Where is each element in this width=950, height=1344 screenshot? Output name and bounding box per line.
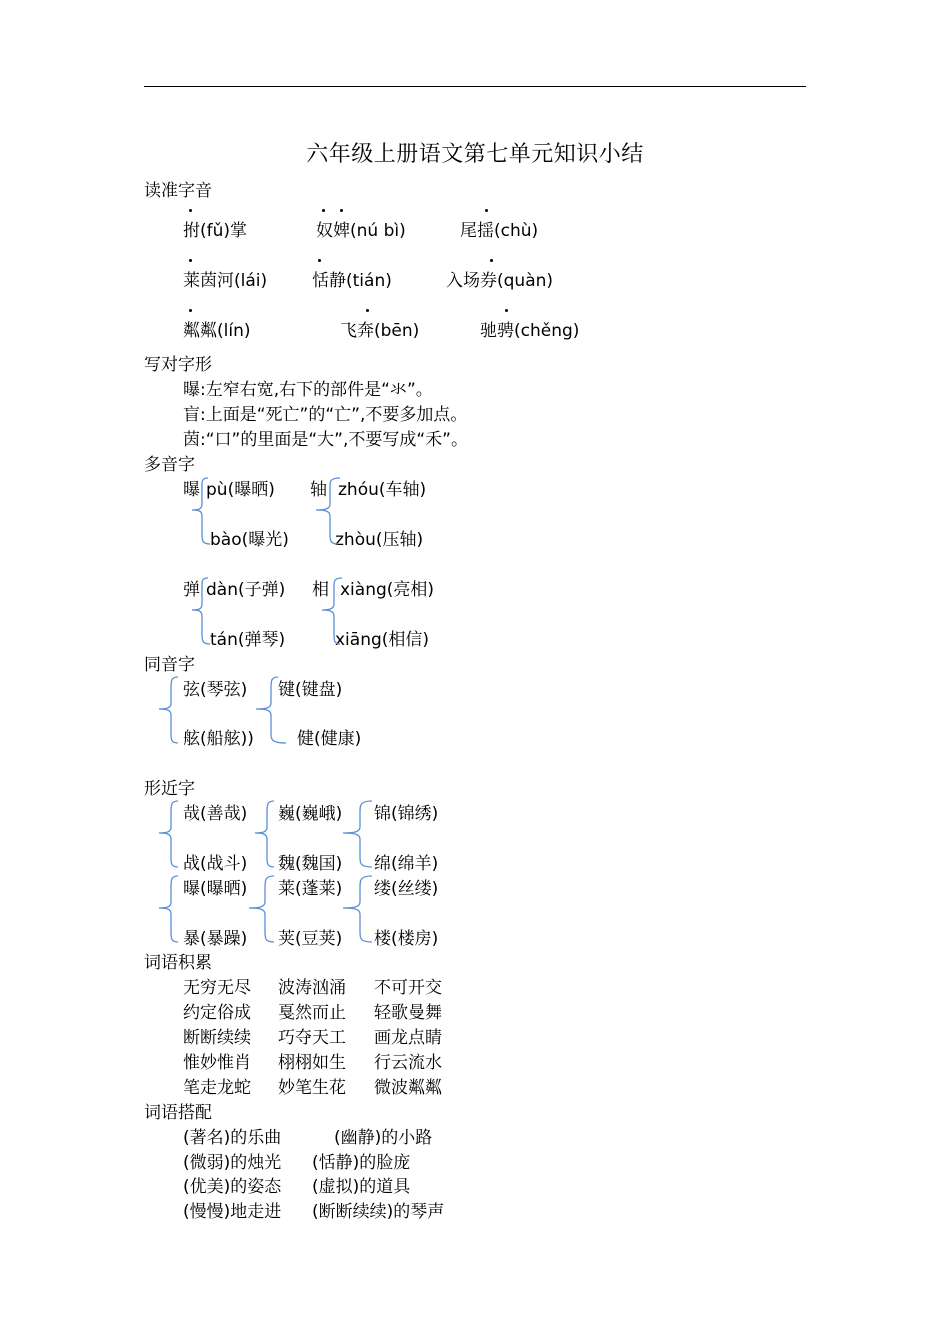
collocation-item: (慢慢)地走进 [183, 1202, 282, 1222]
emphasis-dot [318, 259, 321, 262]
pinyin-item: 飞奔(bēn) [340, 321, 420, 341]
word-item: 约定俗成 [183, 1003, 251, 1023]
poly-reading: zhóu(车轴) [338, 480, 427, 500]
collocation-item: (著名)的乐曲 [183, 1128, 282, 1148]
page-title: 六年级上册语文第七单元知识小结 [306, 142, 644, 167]
poly-reading: bào(曝光) [210, 530, 289, 550]
word-item: 妙笔生花 [278, 1078, 346, 1098]
word-item: 波涛汹涌 [278, 978, 346, 998]
word-item: 无穷无尽 [183, 978, 251, 998]
word-item: 轻歌曼舞 [374, 1003, 442, 1023]
poly-reading: dàn(子弹) [206, 580, 286, 600]
word-item: 微波粼粼 [374, 1078, 442, 1098]
emphasis-dot [490, 259, 493, 262]
collocation-item: (幽静)的小路 [334, 1128, 433, 1148]
pinyin-item: 莱茵河(lái) [183, 271, 268, 291]
similar-item: 绵(绵羊) [374, 854, 439, 874]
word-item: 惟妙惟肖 [183, 1053, 251, 1073]
brace-icon [246, 874, 276, 944]
similar-item: 锦(锦绣) [374, 804, 439, 824]
poly-char: 相 [312, 580, 329, 600]
word-item: 戛然而止 [278, 1003, 346, 1023]
poly-reading: xiàng(亮相) [340, 580, 435, 600]
brace-icon [156, 799, 180, 869]
word-item: 画龙点睛 [374, 1028, 442, 1048]
emphasis-dot [340, 209, 343, 212]
poly-reading: xiāng(相信) [335, 630, 430, 650]
pinyin-item: 入场券(quàn) [446, 271, 554, 291]
poly-char: 弹 [183, 580, 200, 600]
similar-item: 楼(楼房) [374, 929, 439, 949]
collocation-item: (断断续续)的琴声 [312, 1202, 445, 1222]
brace-icon [188, 576, 214, 646]
homophone-item: 弦(琴弦) [183, 680, 248, 700]
similar-item: 荚(豆荚) [278, 929, 343, 949]
word-item: 断断续续 [183, 1028, 251, 1048]
collocation-item: (微弱)的烛光 [183, 1153, 282, 1173]
emphasis-dot [366, 309, 369, 312]
word-item: 行云流水 [374, 1053, 442, 1073]
similar-item: 莱(蓬莱) [278, 879, 343, 899]
poly-reading: tán(弹琴) [210, 630, 286, 650]
emphasis-dot [189, 259, 192, 262]
section-words: 词语积累 [144, 953, 212, 973]
similar-item: 缕(丝缕) [374, 879, 439, 899]
section-read: 读准字音 [144, 181, 212, 201]
shape-note: 茵:“口”的里面是“大”,不要写成“禾”。 [183, 430, 468, 450]
poly-char: 曝 [183, 480, 200, 500]
collocation-item: (优美)的姿态 [183, 1177, 282, 1197]
pinyin-item: 尾揺(chù) [460, 221, 539, 241]
pinyin-item: 驰骋(chěng) [480, 321, 580, 341]
brace-icon [252, 799, 276, 869]
word-item: 栩栩如生 [278, 1053, 346, 1073]
homophone-item: 键(键盘) [278, 680, 343, 700]
section-write: 写对字形 [144, 355, 212, 375]
brace-icon [312, 476, 342, 546]
similar-item: 暴(暴躁) [183, 929, 248, 949]
word-item: 巧夺天工 [278, 1028, 346, 1048]
emphasis-dot [189, 309, 192, 312]
homophone-item: 健(健康) [297, 729, 362, 749]
similar-item: 战(战斗) [183, 854, 248, 874]
pinyin-item: 拊(fǔ)掌 [183, 221, 248, 241]
collocation-item: (虚拟)的道具 [312, 1177, 411, 1197]
collocation-item: (恬静)的脸庞 [312, 1153, 411, 1173]
brace-icon [188, 476, 214, 546]
poly-reading: zhòu(压轴) [335, 530, 424, 550]
pinyin-item: 恬静(tián) [312, 271, 392, 291]
emphasis-dot [485, 209, 488, 212]
brace-icon [316, 576, 344, 646]
brace-icon [156, 675, 180, 745]
section-homophones: 同音字 [144, 655, 195, 675]
word-item: 不可开交 [374, 978, 442, 998]
poly-char: 轴 [310, 480, 327, 500]
pinyin-item: 粼粼(lín) [183, 321, 251, 341]
similar-item: 曝(曝晒) [183, 879, 248, 899]
brace-icon [340, 874, 374, 944]
homophone-item: 舷(船舷)) [183, 729, 254, 749]
word-item: 笔走龙蛇 [183, 1078, 251, 1098]
similar-item: 巍(巍峨) [278, 804, 343, 824]
brace-icon [156, 874, 180, 944]
section-polyphones: 多音字 [144, 455, 195, 475]
pinyin-item: 奴婢(nú bì) [316, 221, 406, 241]
section-similar: 形近字 [144, 779, 195, 799]
shape-note: 盲:上面是“死亡”的“亡”,不要多加点。 [183, 405, 468, 425]
poly-reading: pù(曝晒) [206, 480, 275, 500]
brace-icon [340, 799, 374, 869]
header-rule [144, 86, 806, 87]
emphasis-dot [189, 209, 192, 212]
similar-item: 魏(魏国) [278, 854, 343, 874]
similar-item: 哉(善哉) [183, 804, 248, 824]
shape-note: 曝:左窄右宽,右下的部件是“氺”。 [183, 380, 433, 400]
emphasis-dot [505, 309, 508, 312]
emphasis-dot [322, 209, 325, 212]
section-collocation: 词语搭配 [144, 1103, 212, 1123]
